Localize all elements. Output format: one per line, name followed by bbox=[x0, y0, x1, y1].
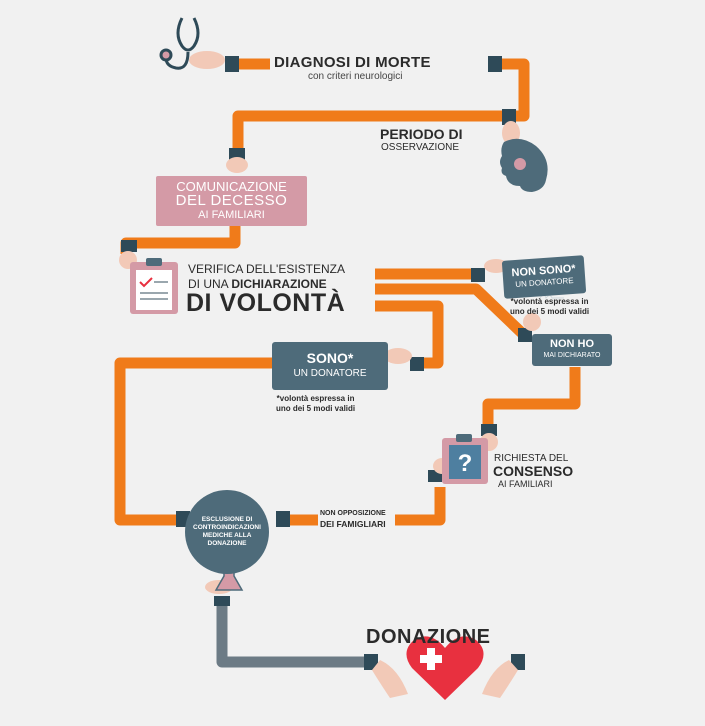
richiesta-line3: AI FAMILIARI bbox=[498, 479, 553, 489]
connector-comunicazione-verifica bbox=[126, 224, 235, 254]
verifica-line1: VERIFICA DELL'ESISTENZA bbox=[188, 262, 346, 276]
non-ho-line2: MAI DICHIARATO bbox=[543, 352, 601, 359]
diagnosi-subtitle: con criteri neurologici bbox=[308, 71, 403, 82]
esclusione-line2: CONTROINDICAZIONI bbox=[193, 524, 261, 531]
sono-note-line1: *volontà espressa in bbox=[276, 394, 355, 403]
comunicazione-line3: AI FAMILIARI bbox=[198, 209, 265, 221]
connector-nonho-richiesta bbox=[488, 367, 575, 430]
verifica-line2-prefix: DI UNA bbox=[188, 277, 232, 291]
diagnosi-title: DIAGNOSI DI MORTE bbox=[274, 54, 431, 71]
richiesta-line1: RICHIESTA DEL bbox=[494, 453, 569, 464]
comunicazione-box bbox=[156, 176, 307, 226]
periodo-line2: OSSERVAZIONE bbox=[381, 142, 459, 153]
donazione-title: DONAZIONE bbox=[366, 626, 491, 648]
sono-note bbox=[276, 394, 355, 414]
connector-esclusione-donazione bbox=[222, 600, 368, 662]
connector-sono-esclusione bbox=[120, 363, 278, 520]
esclusione-line3: MEDICHE ALLA bbox=[202, 532, 252, 539]
head-profile-icon bbox=[500, 139, 548, 192]
svg-text:?: ? bbox=[457, 450, 473, 477]
non-sono-line1: NON SONO* bbox=[511, 262, 577, 280]
esclusione-line1: ESCLUSIONE DI bbox=[201, 516, 253, 523]
non-opposizione-line2: DEI FAMIGLIARI bbox=[320, 519, 386, 529]
connector-richiesta-esclusione bbox=[395, 487, 440, 520]
esclusione-circle bbox=[185, 490, 269, 574]
comunicazione-line2: DEL DECESSO bbox=[175, 192, 288, 209]
non-sono-box bbox=[502, 255, 586, 299]
non-opposizione-line1: NON OPPOSIZIONE bbox=[320, 510, 386, 517]
non-sono-note-line2: uno dei 5 modi validi bbox=[510, 307, 590, 316]
non-sono-note-line1: *volontà espressa in bbox=[510, 297, 589, 306]
esclusione-line4: DONAZIONE bbox=[207, 540, 247, 547]
non-sono-line2: UN DONATORE bbox=[514, 275, 574, 290]
non-sono-note bbox=[510, 297, 589, 317]
non-ho-box bbox=[532, 334, 612, 366]
connector-periodo-comunicazione bbox=[238, 116, 509, 148]
verifica-line3: DI VOLONTÀ bbox=[186, 289, 346, 317]
comunicazione-line1: COMUNICAZIONE bbox=[176, 179, 287, 194]
sono-note-line2: uno dei 5 modi validi bbox=[276, 404, 356, 413]
periodo-line1: PERIODO DI bbox=[380, 126, 463, 142]
sono-line1: SONO* bbox=[306, 350, 354, 366]
sono-box bbox=[272, 342, 388, 390]
richiesta-line2: CONSENSO bbox=[493, 463, 574, 479]
sono-line2: UN DONATORE bbox=[293, 368, 367, 379]
clipboard-check-icon bbox=[130, 258, 178, 314]
clipboard-question-icon bbox=[442, 434, 488, 484]
connector-verifica-nonho bbox=[375, 289, 525, 336]
non-ho-line1: NON HO bbox=[550, 338, 594, 350]
verifica-line2-bold: DICHIARAZIONE bbox=[231, 277, 327, 291]
